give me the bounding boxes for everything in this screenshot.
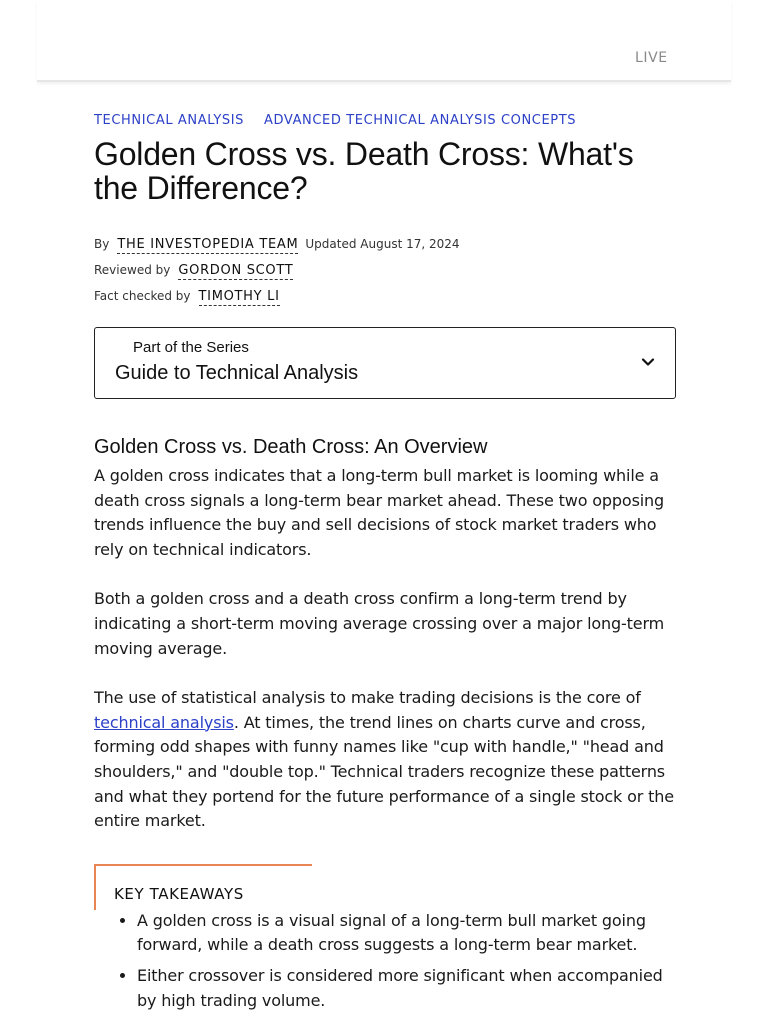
series-dropdown[interactable] [94,327,676,399]
key-takeaways-box [94,864,676,1013]
paragraph-3-after: . At times, the trend lines on charts curve and cross, forming odd shapes with funny names like "cup with handle," "head and shoulders," and "double top." Technical traders recognize these patterns and what they portend for the future performance of a single stock or the entire market. [94,712,674,831]
paragraph-2: Both a golden cross and a death cross confirm a long-term trend by indicating a short-term moving average crossing over a major long-term moving average. [94,589,665,658]
factchecker-link[interactable]: TIMOTHY LI [198,289,280,304]
paragraph-3-before: The use of statistical analysis to make trading decisions is the core of [94,688,641,708]
updated-date: Updated August 17, 2024 [305,237,460,251]
reviewer-link[interactable]: GORDON SCOTT [178,263,294,278]
live-link[interactable]: LIVE [635,50,668,66]
author-link[interactable]: THE INVESTOPEDIA TEAM [117,237,299,252]
breadcrumb [94,110,676,130]
breadcrumb-technical-analysis[interactable]: TECHNICAL ANALYSIS [94,112,245,128]
series-kicker: Part of the Series [133,339,249,356]
takeaways-list [94,909,676,1013]
technical-analysis-link[interactable]: technical analysis [94,712,234,732]
fact-checked-by-label: Fact checked by [94,289,191,303]
by-label: By [94,237,110,251]
article-title: Golden Cross vs. Death Cross: What's the Difference? [94,136,634,206]
takeaways-top-border [94,864,312,866]
paragraph-3 [94,686,676,834]
article-bylines [94,237,676,315]
paragraph-1: A golden cross indicates that a long-term bull market is looming while a death cross signals a long-term bear market ahead. These two opposing trends influence the buy and sell decisions of stock market traders who rely on technical indicators. [94,466,665,559]
article-content [94,110,676,1019]
takeaways-left-border [94,864,96,910]
chevron-down-icon[interactable] [641,355,655,369]
factchecker-byline [94,289,676,315]
series-name: Guide to Technical Analysis [115,362,359,384]
overview-heading: Golden Cross vs. Death Cross: An Overview [94,436,488,458]
reviewer-byline [94,263,676,289]
breadcrumb-advanced-concepts[interactable]: ADVANCED TECHNICAL ANALYSIS CONCEPTS [264,112,577,128]
author-byline [94,237,676,263]
takeaway-item: • Either crossover is considered more significant when accompanied by high trading volume. [137,964,676,1013]
takeaways-heading: KEY TAKEAWAYS [114,884,244,903]
top-navigation-bar [37,0,731,82]
reviewed-by-label: Reviewed by [94,263,171,277]
takeaway-item: • A golden cross is a visual signal of a long-term bull market going forward, while a death cross suggests a long-term bear market. [137,909,676,958]
